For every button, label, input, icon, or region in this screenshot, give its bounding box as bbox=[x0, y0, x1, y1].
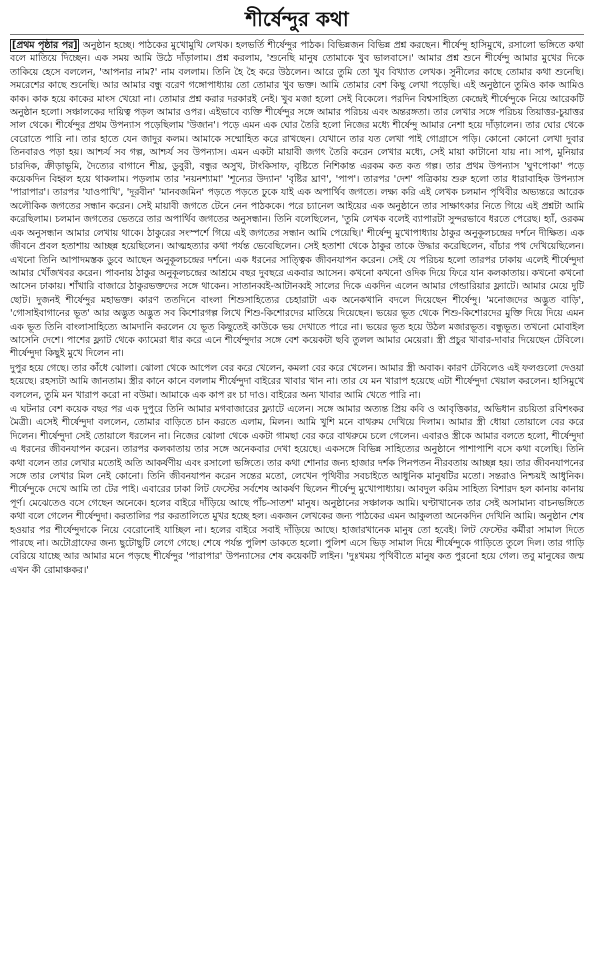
article-title: শীর্ষেন্দুর কথা bbox=[245, 7, 349, 31]
article-paragraph-1 bbox=[10, 39, 584, 361]
article-body bbox=[10, 39, 584, 577]
continued-from-front-page-label: [প্রথম পৃষ্ঠার পর] bbox=[12, 40, 78, 51]
article-paragraph-3: এ ঘটনার বেশ কয়েক বছর পর এক দুপুরে তিনি আমার মগবাজারের ফ্ল্যাটে এলেন। সঙ্গে আমার অত্যন্ত প্রিয় কবি ও আবৃত্তিকার, অভিধান রচয়িতা রবিশংকর মৈত্রী। এসেই শীর্ষেন্দুদা বললেন, তোমার বাড়িতে চান করতে এলাম, মিলন। আমি খুশি মনে বাথরুম দেখিয়ে দিলাম। আমার স্ত্রী ধোয়া তোয়ালে বের করে দিলেন। শীর্ষেন্দুদা সেই তোয়ালে ধরলেন না। নিজের ঝোলা থেকে একটা গামছা বের করে বাথরুমে চলে গেলেন। এবারও স্ত্রীকে আমার বলতে হলো, শীর্ষেন্দুদা এ ধরনের জীবনযাপন করেন। তারপর কলকাতায় তার সঙ্গে অনেকবার দেখা হয়েছে। একসঙ্গে বিভিন্ন সাহিত্যের অনুষ্ঠানে পাশাপাশি বসে কথা বলেছি। তিনি কথা বলেন তার লেখার মতোই অতি আকর্ষণীয় এবং রসালো ভঙ্গিতে। তার কথা শোনার জন্য হাজার দর্শক পিনপতন নীরবতায় আচ্ছন্ন হয়। তার জীবনযাপনের সঙ্গে তার লেখার মিল নেই কোনো। তিনি জীবনযাপন করেন সন্তের মতো, লেখেন পৃথিবীর সবচাইতে আধুনিক মানুষটির মতো। সন্তরাও নিশ্চয়ই আধুনিক। শীর্ষেন্দুকে দেখে আমি তা টের পাই। এবারের ঢাকা লিট ফেস্টের সর্বশেষ আকর্ষণ ছিলেন শীর্ষেন্দু মুখোপাধ্যায়। আবদুল করিম সাহিত্য বিশারদ হল কানায় কানায় পূর্ণ। মেঝেতেও বসে গেছেন অনেকে। হলের বাইরে দাঁড়িয়ে আছে পাঁচ-সাতশ' মানুষ। অনুষ্ঠানের সঞ্চালক আমি। ঘণ্টাখানেক তার সেই অসামান্য বাচনভঙ্গিতে কথা বলে গেলেন শীর্ষেন্দুদা। করতালির পর করতালিতে মুখর হচ্ছে হল। একজন লেখকের জন্য পাঠকের এমন আকুলতা অনেকদিন দেখিনি আমি। অনুষ্ঠান শেষ হওয়ার পর শীর্ষেন্দুদাকে নিয়ে বেরোনোই যাচ্ছিল না। হলের বাইরে সবাই দাঁড়িয়ে আছে। হাজারখানেক মানুষ তো হবেই। লিট ফেস্টের কর্মীরা সামাল দিতে পারছে না। অটোগ্রাফের জন্য ছুটোছুটি লেগে গেছে। শেষে পর্যন্ত পুলিশ ডাকতে হলো। পুলিশ এসে ভিড় সামাল দিয়ে শীর্ষেন্দুকে গাড়িতে তুলে দিল। তার গাড়ি বেরিয়ে যাচ্ছে আর আমার মনে পড়ছে শীর্ষেন্দুর 'পারাপার' উপন্যাসের শেষ কয়েকটি লাইন। 'দুঃখময় পৃথিবীতে মানুষ কত পুরনো হয়ে গেল। তবু মানুষের জন্ম এখন কী রোমাঞ্চকর।' bbox=[10, 403, 584, 576]
title-rule bbox=[10, 34, 584, 35]
article-paragraph-2: দুপুর হয়ে গেছে। তার কাঁধে ঝোলা। ঝোলা থেকে আপেল বের করে খেলেন, কমলা বের করে খেলেন। আমার স্ত্রী অবাক। কারণ টেবিলেও এই ফলগুলো দেওয়া হয়েছে। রহস্যটা আমি জানতাম। স্ত্রীর কানে কানে বললাম শীর্ষেন্দুদা বাইরের খাবার খান না। তার যে মন খারাপ হয়েছে এটা শীর্ষেন্দুদা খেয়াল করলেন। হাসিমুখে বললেন, তুমি মন খারাপ করো না বউমা। আমাকে এক কাপ রং চা দাও। বাইরের অন্য খাবার আমি খেতে পারি না। bbox=[10, 362, 584, 401]
paragraph-1-text: অনুষ্ঠান হচ্ছে। পাঠকের মুখোমুখি লেখক। হলভর্তি শীর্ষেন্দুর পাঠক। বিভিন্নজন বিভিন্ন প্রশ্ন করছেন। শীর্ষেন্দু হাসিমুখে, রসালো ভঙ্গিতে কথা বলে মাতিয়ে দিচ্ছেন। এক সময় আমি উঠে দাঁড়ালাম। প্রশ্ন করলাম, 'শুনেছি মানুষ তোমাকে খুব ভালবাসে।' আমার প্রশ্ন শুনে শীর্ষেন্দু আমার মুখের দিকে তাকিয়ে হেসে বললেন, 'আপনার নাম?' নাম বললাম। তিনি হৈ হৈ করে উঠলেন। আরে তুমি তো খুব বিখ্যাত লেখক। সুনীলের কাছে তোমার কথা শুনেছি। সমরেশের কাছে শুনেছি। আর আমার বন্ধু বরেণ গঙ্গোপাধ্যায় তো তোমার খুব ভক্ত। আমি তোমার বেশ কিছু লেখা পড়েছি। এই অনুষ্ঠানে তুমিও কাক আমিও কাক। কাক হয়ে কাকের মাংস খেয়ো না। তোমার প্রশ্ন করার দরকারই নেই। খুব মজা হলো সেই বিকেলে। পরদিন বিশ্বসাহিত্য কেন্দ্রেই শীর্ষেন্দুকে নিয়ে আরেকটি অনুষ্ঠান হলো। সঞ্চালকের দায়িত্ব পড়ল আমার ওপর। এইভাবে ব্যক্তি শীর্ষেন্দুর সঙ্গে আমার পরিচয় এবং অন্তরঙ্গতা। তার লেখার সঙ্গে পরিচয় তিয়াত্তর-চুয়াত্তর সাল থেকে। শীর্ষেন্দুর প্রথম উপন্যাস পড়েছিলাম 'উজান'। পড়ে এমন এক ঘোর তৈরি হলো নিজের মধ্যে শীর্ষেন্দু আমার নেশা হয়ে দাঁড়ালেন। তার ঘোর থেকে বেরোতে পারি না। তার হাতে যেন জাদুর কলম। আমাকে সম্মোহিত করে রাখছেন। যেখানে তার যত লেখা পাই গোগ্রাসে পড়ি। কোনো কোনো লেখা দুবার তিনবারও পড়া হয়। আশ্চর্য সব গল্প, আশ্চর্য সব উপন্যাস। এমন একটা মায়াবী জগৎ তৈরি করেন লেখার মধ্যে, সেই মায়া কাটানো যায় না। সাপ, মুনিয়ার চারদিক, ক্রীড়াভূমি, দৈত্যের বাগানে শীঘ্র, ডুবুরী, বন্ধুর অসুখ, টাংকিসাফ, বৃষ্টিতে নিশিকান্ত এরকম কত কত গল্প। তার প্রথম উপন্যাস 'ঘুণপোকা' পড়ে কয়েকদিন বিহ্বল হয়ে থাকলাম। পড়লাম তার 'নয়নশ্যামা' 'শূন্যের উদ্যান' 'বৃষ্টির ঘ্রাণ', 'পাপ'। তারপর 'দেশ' পত্রিকায় শুরু হলো তার ধারাবাহিক উপন্যাস 'পারাপার'। তারপর 'যাওপাখি', 'দূরবীন' 'মানবজমিন' পড়তে পড়তে ঢুকে যাই এক অপার্থিব জগতে। লক্ষ্য করি এই লেখক চলমান পৃথিবীর অভ্যন্তরে আরেক অলৌকিক জগতের সন্ধান করেন। সেই মায়াবী জগতে টেনে নেন পাঠককে। পরে চ্যানেল আইয়ের এক অনুষ্ঠানে তার সাক্ষাৎকার নিতে গিয়ে এই প্রশ্নটা আমি করেছিলাম। চলমান জগতের ভেতরে তার অপার্থিব জগতের অনুসন্ধান। তিনি বলেছিলেন, 'তুমি লেখক বলেই ব্যাপারটা সুন্দরভাবে ধরতে পেরেছ। হ্যাঁ, ওরকম এক অনুসন্ধান আমার লেখায় থাকে। ঠাকুরের সংস্পর্শে গিয়ে এই জগতের সন্ধান আমি পেয়েছি।' শীর্ষেন্দু মুখোপাধ্যায় ঠাকুর অনুকূলচন্দ্রের দর্শনে দীক্ষিত। এক জীবনে প্রবল হতাশায় আচ্ছন্ন হয়েছিলেন। আত্মহত্যার কথা পর্যন্ত ভেবেছিলেন। সেই হতাশা থেকে ঠাকুর তাকে উদ্ধার করেছিলেন, বাঁচার পথ দেখিয়েছিলেন। এখনো তিনি আপাদমস্তক ডুবে আছেন অনুকূলচন্দ্রের দর্শনে। এক ধরনের সাত্ত্বিক জীবনযাপন করেন। সেই যে পরিচয় হলো তারপর ঢাকায় এলেই শীর্ষেন্দুদা আমার খোঁজখবর করেন। পাবনায় ঠাকুর অনুকূলচন্দ্রের আশ্রমে বছর দুবছরে একবার আসেন। কখনো কখনো ওদিক দিয়ে ফিরে যান কলকাতায়। কখনো কখনো আসেন ঢাকায়। শাঁখারি বাজারে ঠাকুরভক্তদের সঙ্গে থাকেন। সাতানব্বই-আটানব্বই সালের দিকে একদিন এলেন আমার গেন্ডারিয়ার ফ্ল্যাটে। আমার মেয়ে দুটি ছোট। দুজনই শীর্ষেন্দুর মহাভক্ত। কারণ ততদিনে বাংলা শিশুসাহিত্যের চেহারাটা এক অনেকখানি বদলে দিয়েছেন শীর্ষেন্দু। 'মনোজদের অদ্ভুত বাড়ি', 'গোসাইবাগানের ভূত' আর অদ্ভুত অদ্ভুত সব কিশোরগল্প লিখে শিশু-কিশোরদের মাতিয়ে দিয়েছেন। ভয়ের ভূত থেকে শিশু-কিশোরদের মুক্তি দিয়ে দিয়ে এমন এক ভূত তিনি বাংলাসাহিত্যে আমদানি করলেন যে ভূত কিছুতেই কাউকে ভয় দেখাতে পারে না। ভয়ের ভূত হয়ে উঠল মজারভূত। বন্ধুভূত। তখনো মোবাইল আসেনি দেশে। পাশের ফ্ল্যাট থেকে ক্যামেরা ধার করে এনে শীর্ষেন্দুদার সঙ্গে বেশ কয়েকটা ছবি তুলল আমার মেয়েরা। স্ত্রী প্রচুর খাবার-দাবার দিয়েছেন টেবিলে। শীর্ষেন্দুদা কিছুই মুখে দিলেন না। bbox=[10, 40, 584, 360]
